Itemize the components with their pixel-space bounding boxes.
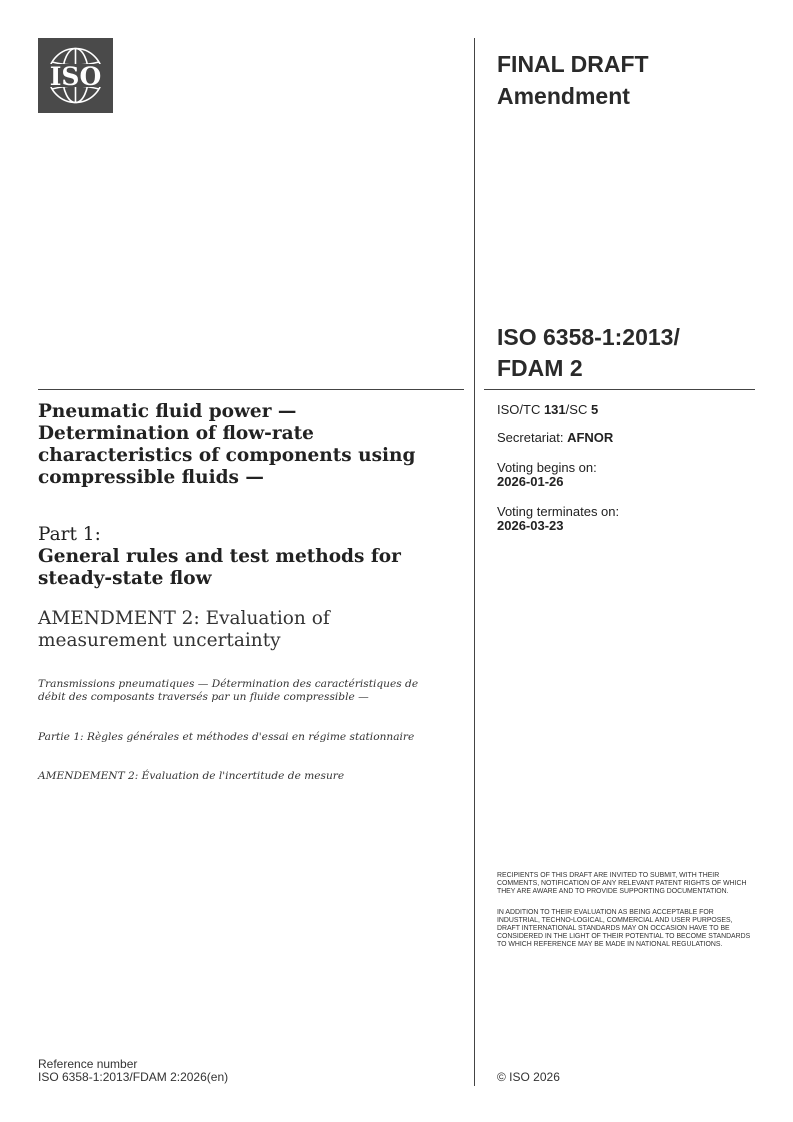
left-horizontal-rule <box>38 389 464 390</box>
french-amendment-title: AMENDEMENT 2: Évaluation de l'incertitude de mesure <box>38 770 345 782</box>
globe-icon <box>38 38 113 113</box>
right-horizontal-rule <box>484 389 755 390</box>
secretariat <box>497 431 613 445</box>
secretariat-value: AFNOR <box>567 430 614 445</box>
sc-prefix: /SC <box>565 402 591 417</box>
draft-type-line-1: FINAL DRAFT <box>497 51 649 77</box>
iso-logo <box>38 38 113 113</box>
secretariat-label: Secretariat: <box>497 430 568 445</box>
copyright: © ISO 2026 <box>497 1070 560 1084</box>
standard-number <box>497 322 680 384</box>
voting-terminates <box>497 505 619 533</box>
french-title: Transmissions pneumatiques — Détermination des caractéristiques de débit des composants traversés par un fluide compressible — <box>38 678 419 703</box>
amendment-title: AMENDMENT 2: Evaluation of measurement uncertainty <box>38 608 330 651</box>
draft-notice-patents: RECIPIENTS OF THIS DRAFT ARE INVITED TO SUBMIT, WITH THEIR COMMENTS, NOTIFICATION OF ANY RELEVANT PATENT RIGHTS OF WHICH THEY ARE AWARE AND TO PROVIDE SUPPORTING DOCUMENTATION. <box>497 872 747 895</box>
main-title: Pneumatic fluid power — Determination of flow-rate characteristics of components using compressible fluids — <box>38 401 416 488</box>
sc-number: 5 <box>590 402 599 417</box>
standard-number-line-1: ISO 6358-1:2013/ <box>497 324 680 350</box>
tc-prefix: ISO/TC <box>497 402 544 417</box>
voting-begins-label: Voting begins on: <box>497 460 597 475</box>
iso-logo-text: ISO <box>49 62 102 91</box>
draft-type-heading <box>497 48 649 112</box>
voting-terminates-date: 2026-03-23 <box>497 518 564 533</box>
technical-committee <box>497 403 598 417</box>
reference-number: ISO 6358-1:2013/FDAM 2:2026(en) <box>38 1070 229 1084</box>
voting-terminates-label: Voting terminates on: <box>497 504 620 519</box>
vertical-divider <box>474 38 475 1086</box>
tc-number: 131 <box>543 402 566 417</box>
part-title: General rules and test methods for steady-state flow <box>38 546 401 589</box>
reference-number-label: Reference number <box>38 1057 138 1071</box>
standard-number-line-2: FDAM 2 <box>497 355 583 381</box>
draft-notice-evaluation: IN ADDITION TO THEIR EVALUATION AS BEING ACCEPTABLE FOR INDUSTRIAL, TECHNO-LOGICAL, COMMERCIAL AND USER PURPOSES, DRAFT INTERNATIONAL STANDARDS MAY ON OCCASION HAVE TO BE CONSIDERED IN THE LIGHT OF THEIR POTENTIAL TO BECOME STANDARDS TO WHICH REFERENCE MAY BE MADE IN NATIONAL REGULATIONS. <box>497 909 751 948</box>
voting-begins-date: 2026-01-26 <box>497 474 564 489</box>
part-label: Part 1: <box>38 524 101 545</box>
voting-begins <box>497 461 597 489</box>
french-part-title: Partie 1: Règles générales et méthodes d'essai en régime stationnaire <box>38 731 415 743</box>
draft-type-line-2: Amendment <box>497 83 630 109</box>
